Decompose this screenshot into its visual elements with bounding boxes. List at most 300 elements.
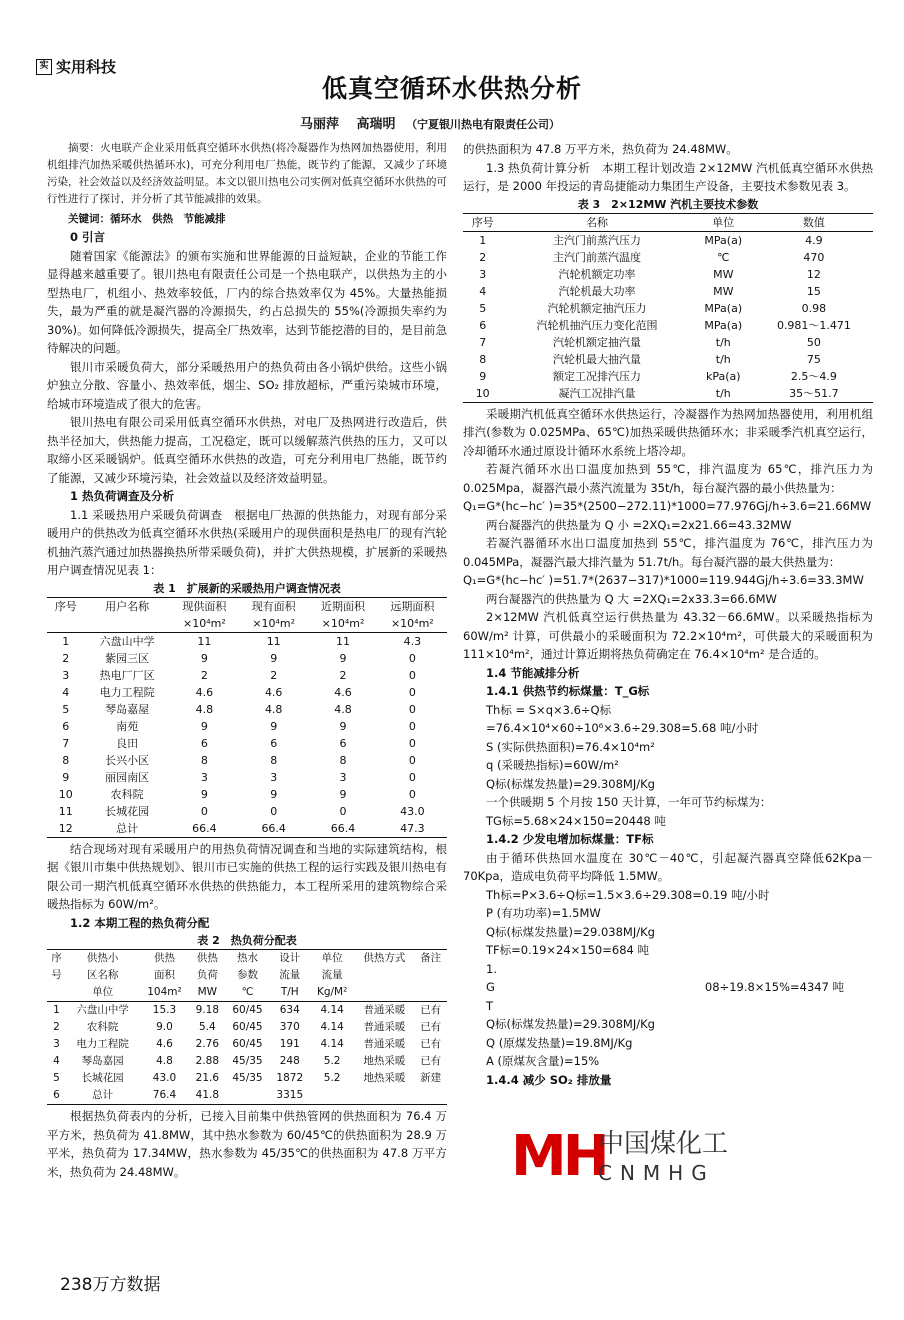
equation-4: 两台凝器汽的供热量为 Q 大 =2XQ₁=2x33.3=66.6MW bbox=[486, 591, 777, 606]
table2-header: 流量 bbox=[321, 969, 343, 981]
table3-cell: 6 bbox=[479, 318, 487, 332]
table1-cell: 8 bbox=[62, 753, 70, 767]
table2-header: 备注 bbox=[420, 952, 442, 964]
table1-header: 用户名称 bbox=[105, 599, 150, 613]
table2-cell: 已有 bbox=[420, 1038, 442, 1050]
table1-cell: 9 bbox=[200, 651, 208, 665]
table1-unit: ×10⁴m² bbox=[390, 616, 434, 630]
table1-row bbox=[47, 632, 447, 650]
table1-cell: 4.8 bbox=[264, 702, 283, 716]
formula-4: q (采暖热指标)=60W/m² bbox=[486, 758, 619, 772]
table1-cell: 2 bbox=[339, 668, 347, 682]
table1-cell: 热电厂厂区 bbox=[99, 668, 155, 682]
table2-cell: 15.3 bbox=[152, 1004, 177, 1016]
table1-cell: 4.3 bbox=[403, 634, 422, 648]
table1-cell: 0 bbox=[408, 651, 416, 665]
formula-12: TF标=0.19×24×150=684 吨 bbox=[486, 943, 649, 957]
sec13-paragraph: 1.3 热负荷计算分析 本期工程计划改造 2×12MW 汽机低真空循环水供热运行，是 2000 年投运的青岛捷能动力集团生产设备，主要技术参数见表 3。 bbox=[463, 160, 873, 193]
formula-6: 一个供暖期 5 个月按 150 天计算，一年可节约标煤为： bbox=[486, 795, 772, 809]
table1-cell: 0 bbox=[408, 719, 416, 733]
logo-cn: 中国煤化工 bbox=[598, 1129, 729, 1159]
table3-row bbox=[463, 266, 873, 283]
table2-header: MW bbox=[197, 986, 218, 998]
table3-cell: 5 bbox=[479, 301, 487, 315]
table1-cell: 9 bbox=[339, 651, 347, 665]
table1-cell: 3 bbox=[270, 770, 278, 784]
table3-cell: 15 bbox=[806, 284, 821, 298]
table2-cell: 普通采暖 bbox=[363, 1038, 406, 1050]
table1-cell: 9 bbox=[62, 770, 70, 784]
table1-cell: 良田 bbox=[116, 736, 139, 750]
table1-cell: 9 bbox=[270, 719, 278, 733]
table2-cell: 60/45 bbox=[232, 1038, 263, 1050]
table2-header: 区名称 bbox=[86, 969, 119, 981]
table2-header: 供热方式 bbox=[363, 952, 406, 964]
table1-row bbox=[47, 735, 447, 752]
table3-cell: 汽轮机额定抽汽量 bbox=[553, 335, 642, 349]
table2-cell: 634 bbox=[279, 1004, 300, 1016]
table2-cell: 4.14 bbox=[320, 1038, 344, 1050]
formula-14 bbox=[463, 978, 873, 997]
sec141-title: 1.4.1 供热节约标煤量：T_G标 bbox=[486, 684, 650, 698]
watermark-logo bbox=[503, 1125, 883, 1189]
table1-row bbox=[47, 769, 447, 786]
formula-7: TG标=5.68×24×150=20448 吨 bbox=[486, 813, 666, 828]
page-footer: 238万方数据 bbox=[60, 1275, 161, 1295]
table2-header: 热水 bbox=[236, 952, 258, 964]
table1-cell: 0 bbox=[408, 668, 416, 682]
table2-cell bbox=[355, 1087, 415, 1105]
table2-cell: 4.14 bbox=[320, 1004, 344, 1016]
table1-unit: ×10⁴m² bbox=[252, 616, 296, 630]
table1-cell: 12 bbox=[58, 821, 73, 835]
table3-cell: 凝汽工况排汽量 bbox=[558, 386, 636, 400]
table1-cell: 9 bbox=[270, 651, 278, 665]
table1-caption: 表 1 扩展新的采暖热用户调查情况表 bbox=[153, 581, 341, 595]
table2-header: 供热 bbox=[196, 952, 218, 964]
table3-header: 序号 bbox=[471, 215, 494, 229]
table2-row bbox=[47, 1036, 447, 1053]
table1-cell: 9 bbox=[200, 719, 208, 733]
table2-cell: 1872 bbox=[276, 1072, 304, 1084]
table3-header: 名称 bbox=[586, 215, 609, 229]
table1-unit: ×10⁴m² bbox=[183, 616, 226, 630]
table3-body bbox=[463, 231, 873, 402]
table1-header: 远期面积 bbox=[390, 599, 435, 613]
table1-cell: 六盘山中学 bbox=[99, 634, 155, 648]
table3-cell: 8 bbox=[479, 352, 487, 366]
table1-cell: 0 bbox=[270, 804, 278, 818]
table3-cell: t/h bbox=[715, 386, 731, 400]
table2-header: 流量 bbox=[279, 969, 301, 981]
table2-cell: 5.2 bbox=[323, 1072, 341, 1084]
table2-cell: 60/45 bbox=[232, 1004, 263, 1016]
table3-cell: MPa(a) bbox=[704, 318, 743, 332]
sec144-title: 1.4.4 减少 SO₂ 排放量 bbox=[486, 1072, 612, 1087]
table2-header: 单位 bbox=[321, 952, 343, 964]
table2-cell: 41.8 bbox=[195, 1089, 220, 1101]
table3-cell: 0.981～1.471 bbox=[776, 318, 851, 332]
table1-cell: 总计 bbox=[116, 821, 139, 835]
table3-row bbox=[463, 351, 873, 368]
table1-row bbox=[47, 820, 447, 838]
left-column bbox=[47, 140, 447, 1181]
table1-cell: 4.8 bbox=[195, 702, 214, 716]
table3-cell: 4.9 bbox=[805, 233, 823, 247]
equation-2: 两台凝器汽的供热量为 Q 小 =2XQ₁=2x21.66=43.32MW bbox=[486, 517, 792, 532]
sec0-paragraph-3: 银川热电有限公司采用低真空循环水供热，对电厂及热网进行改造后，供热半径加大，供热能力提高，工况稳定，既可以缓解蒸汽供热的压力，又可以取缔小区采暖锅炉。低真空循环水供热的改造，可充分利用电厂热能，既节约了能源，又减少环境污染，社会效益以及经济效益明显。 bbox=[47, 415, 447, 485]
table3-cell: 汽轮机额定功率 bbox=[558, 267, 636, 281]
table3-cell: 汽轮机额定抽汽压力 bbox=[547, 301, 647, 315]
table1-cell: 47.3 bbox=[400, 821, 425, 835]
table2-cell bbox=[225, 1087, 270, 1105]
table1-cell: 4 bbox=[62, 685, 70, 699]
table2-cell: 43.0 bbox=[152, 1072, 177, 1084]
table3-cell: 10 bbox=[475, 386, 490, 400]
formula-8: 由于循环供热回水温度在 30℃－40℃，引起凝汽器真空降低62Kpa－70Kpa，造成电负荷平均降低 1.5MW。 bbox=[463, 850, 873, 883]
table3-header: 数值 bbox=[802, 215, 825, 229]
table3-caption: 表 3 2×12MW 汽机主要技术参数 bbox=[577, 197, 759, 211]
table1-cell: 11 bbox=[197, 634, 212, 648]
table2-cell: 45/35 bbox=[232, 1072, 263, 1084]
table2-cell: 45/35 bbox=[232, 1055, 263, 1067]
table1-header: 现有面积 bbox=[251, 599, 296, 613]
table1-cell: 8 bbox=[200, 753, 208, 767]
table1-cell: 8 bbox=[339, 753, 347, 767]
table1-unit: ×10⁴m² bbox=[321, 616, 365, 630]
table2-cell: 3 bbox=[53, 1038, 60, 1050]
table3-row bbox=[463, 385, 873, 403]
table1-cell: 6 bbox=[62, 719, 70, 733]
table1-cell: 66.4 bbox=[330, 821, 356, 835]
table2-cell: 普通采暖 bbox=[363, 1021, 406, 1033]
sec12-title: 1.2 本期工程的热负荷分配 bbox=[70, 915, 210, 930]
table1-cell: 10 bbox=[58, 787, 73, 801]
right-paragraph-4: 2×12MW 汽机低真空运行供热量为 43.32－66.6MW。以采暖热指标为 60W/m² 计算，可供最小的采暖面积为 72.2×10⁴m²，可供最大的采暖面积为 111×10⁴m²，通过计算近期将热负荷确定在 76.4×10⁴m² 是合适的。 bbox=[463, 610, 873, 661]
section-label: 实用科技 bbox=[56, 58, 117, 76]
table2-header: 单位 bbox=[92, 986, 114, 998]
table1-cell: 3 bbox=[62, 668, 70, 682]
table2-cell bbox=[310, 1087, 355, 1105]
table3-cell: 7 bbox=[479, 335, 487, 349]
table1-row bbox=[47, 718, 447, 735]
table1-cell: 0 bbox=[200, 804, 208, 818]
table2-header: 号 bbox=[51, 969, 62, 981]
table2-row bbox=[47, 1053, 447, 1070]
table3-cell: 3 bbox=[479, 267, 487, 281]
table3-cell: 12 bbox=[806, 267, 821, 281]
table2-cell: 琴岛嘉园 bbox=[81, 1055, 124, 1067]
table1-cell: 0 bbox=[408, 702, 416, 716]
table1-unit bbox=[47, 615, 85, 633]
table1-cell: 电力工程院 bbox=[99, 685, 155, 699]
table2-cell: 农科院 bbox=[86, 1021, 119, 1033]
table3-row bbox=[463, 283, 873, 300]
keywords: 关键词：循环水 供热 节能减排 bbox=[68, 213, 226, 225]
equation-3: Q₁=G*(hc−hc′ )=51.7*(2637−317)*1000=119.944Gj/h÷3.6=33.3MW bbox=[463, 573, 864, 587]
table1-header: 序号 bbox=[54, 599, 77, 613]
logo-en: CNMHG bbox=[598, 1161, 715, 1185]
table2-cell: 6 bbox=[53, 1089, 60, 1101]
right-paragraph-3: 若凝汽器循环水出口温度加热到 55℃，排汽温度为 76℃，排汽压力为 0.045MPa，凝器汽最大排汽量为 51.7t/h。每台凝汽器的最大供热量为： bbox=[463, 536, 873, 569]
table3-row bbox=[463, 334, 873, 351]
table1-cell: 11 bbox=[336, 634, 350, 648]
author-names: 马丽萍 高瑞明 bbox=[300, 117, 396, 132]
table1-cell: 2 bbox=[270, 668, 278, 682]
table1-cell: 9 bbox=[339, 719, 347, 733]
table2-cell: 191 bbox=[279, 1038, 300, 1050]
table1-cell: 3 bbox=[339, 770, 347, 784]
table1-cell: 9 bbox=[339, 787, 347, 801]
table3-cell: 主汽门前蒸汽温度 bbox=[553, 250, 642, 264]
table3-cell: t/h bbox=[715, 335, 731, 349]
sec11-paragraph: 1.1 采暖热用户采暖负荷调查 根据电厂热源的供热能力，对现有部分采暖用户的供热改为低真空循环水供热(采暖用户的现供面积是热电厂的现有汽轮机抽汽蒸汽通过加热器换热所带采暖负荷)，并扩大供热规模，扩展新的采暖热用户调查情况见表 1： bbox=[47, 507, 447, 577]
table3-row bbox=[463, 300, 873, 317]
table3-cell: MPa(a) bbox=[704, 233, 743, 247]
table3-cell: 50 bbox=[806, 335, 821, 349]
table2-cell: 4.14 bbox=[320, 1021, 344, 1033]
table3-cell: 9 bbox=[479, 369, 487, 383]
table1-cell: 9 bbox=[270, 787, 278, 801]
formula-17: Q (原煤发热量)=19.8MJ/Kg bbox=[486, 1035, 633, 1050]
paper-title: 低真空循环水供热分析 bbox=[321, 74, 582, 103]
table1-row bbox=[47, 803, 447, 820]
table2-cell: 5.4 bbox=[198, 1021, 216, 1033]
table1-cell: 8 bbox=[270, 753, 278, 767]
table1-cell: 2 bbox=[62, 651, 70, 665]
table1-cell: 66.4 bbox=[261, 821, 286, 835]
table2-cell: 2.88 bbox=[195, 1055, 220, 1067]
table2-cell: 六盘山中学 bbox=[76, 1004, 129, 1016]
table1-cell: 0 bbox=[408, 770, 416, 784]
equation-1: Q₁=G*(hc−hc′ )=35*(2500−272.11)*1000=77.976Gj/h÷3.6=21.66MW bbox=[463, 499, 872, 513]
table1-cell: 11 bbox=[58, 804, 73, 818]
table2-row bbox=[47, 1019, 447, 1036]
sec142-title: 1.4.2 少发电增加标煤量：TF标 bbox=[486, 832, 654, 846]
table3-cell: 2 bbox=[479, 250, 487, 264]
formula-1: Th标 = S×q×3.6÷Q标 bbox=[486, 702, 612, 717]
table2-cell: 76.4 bbox=[152, 1089, 177, 1101]
table3-cell: MW bbox=[713, 284, 734, 298]
table1-cell: 43.0 bbox=[400, 804, 425, 818]
sec0-paragraph-1: 随着国家《能源法》的颁布实施和世界能源的日益短缺，企业的节能工作显得越来越重要了。银川热电有限责任公司是一个热电联产，以供热为主的小型热电厂，机组小、热效率较低，厂内的综合热效率仅为 45%。大量热能损失，最为严重的就是凝汽器的冷源损失，约占总损失的 55%(冷源损失率约为 30%)。如何降低冷源损失，提高全厂热效率，达到节能挖潜的目的，是目前急待解决的问题。 bbox=[47, 248, 447, 355]
section-header bbox=[36, 58, 116, 77]
table2-header: Kg/M² bbox=[316, 986, 348, 998]
table3-cell: 主汽门前蒸汽压力 bbox=[553, 233, 642, 247]
table3-cell: kPa(a) bbox=[705, 369, 741, 383]
table2-cell: 地热采暖 bbox=[363, 1072, 406, 1084]
table3 bbox=[463, 213, 873, 403]
table2-cell: 9.18 bbox=[195, 1004, 220, 1016]
table2-header: 面积 bbox=[153, 969, 175, 981]
formula-10: P (有功功率)=1.5MW bbox=[486, 906, 601, 920]
table1-cell: 紫园三区 bbox=[105, 651, 150, 665]
formula-18: A (原煤灰含量)=15% bbox=[486, 1054, 600, 1068]
table3-cell: 2.5～4.9 bbox=[790, 369, 837, 383]
sec12-paragraph-cont: 的供热面积为 47.8 万平方米，热负荷为 24.48MW。 bbox=[463, 142, 738, 156]
table2-cell: 5.2 bbox=[323, 1055, 341, 1067]
table2-body bbox=[47, 1002, 447, 1105]
table2-cell: 长城花园 bbox=[81, 1072, 124, 1084]
table2-cell bbox=[414, 1087, 447, 1105]
table1-cell: 6 bbox=[339, 736, 347, 750]
table1-cell: 1 bbox=[62, 634, 70, 648]
table1-cell: 0 bbox=[408, 787, 416, 801]
formula-3: S (实际供热面积)=76.4×10⁴m² bbox=[486, 739, 655, 754]
table2-row bbox=[47, 1002, 447, 1020]
table1-cell: 5 bbox=[62, 702, 70, 716]
table2-header: 104m² bbox=[147, 986, 182, 998]
table2-cell: 370 bbox=[279, 1021, 300, 1033]
table2-cell: 新建 bbox=[420, 1072, 442, 1084]
table2-header: 负荷 bbox=[196, 969, 218, 981]
table2-cell: 1 bbox=[53, 1004, 60, 1016]
table2-cell: 总计 bbox=[92, 1089, 114, 1101]
sec1-title: 1 热负荷调查及分析 bbox=[70, 489, 175, 503]
table2-cell: 2 bbox=[53, 1021, 60, 1033]
table1 bbox=[47, 597, 447, 838]
sec14-title: 1.4 节能减排分析 bbox=[486, 665, 580, 680]
table2-header: T/H bbox=[280, 986, 299, 998]
table2-cell: 已有 bbox=[420, 1055, 442, 1067]
table2-cell: 普通采暖 bbox=[363, 1004, 406, 1016]
table2-cell: 4.8 bbox=[156, 1055, 173, 1067]
logo-mark: MH bbox=[511, 1124, 606, 1189]
table1-cell: 0 bbox=[408, 753, 416, 767]
table3-cell: 汽轮机最大功率 bbox=[558, 284, 636, 298]
table3-cell: MW bbox=[713, 267, 734, 281]
table1-cell: 2 bbox=[200, 668, 208, 682]
formula-15: T bbox=[486, 998, 494, 1013]
table2-header: 供热 bbox=[153, 952, 175, 964]
table1-body bbox=[47, 632, 447, 837]
table1-unit bbox=[85, 615, 170, 633]
table3-cell: 4 bbox=[479, 284, 487, 298]
table1-cell: 南苑 bbox=[116, 719, 139, 733]
formula-5: Q标(标煤发热量)=29.308MJ/Kg bbox=[486, 776, 655, 791]
table1-cell: 66.4 bbox=[192, 821, 217, 835]
table3-row bbox=[463, 368, 873, 385]
table2-header: 供热小 bbox=[86, 952, 119, 964]
table1-cell: 0 bbox=[408, 736, 416, 750]
table2-cell: 5 bbox=[53, 1072, 60, 1084]
table3-cell: t/h bbox=[715, 352, 731, 366]
table2-cell: 21.6 bbox=[195, 1072, 220, 1084]
right-paragraph-2: 若凝汽循环水出口温度加热到 55℃，排汽温度为 65℃，排汽压力为 0.025Mpa，凝器汽最小蒸汽流量为 35t/h，每台凝汽器的最小供热量为： bbox=[463, 462, 873, 495]
table1-cell: 丽园南区 bbox=[105, 770, 150, 784]
table2-cell: 248 bbox=[279, 1055, 300, 1067]
table2 bbox=[47, 949, 447, 1105]
table1-row bbox=[47, 752, 447, 769]
table1-row bbox=[47, 667, 447, 684]
table3-cell: 75 bbox=[806, 352, 821, 366]
table3-cell: 470 bbox=[803, 250, 825, 264]
table1-row bbox=[47, 701, 447, 718]
table3-cell: 额定工况排汽压力 bbox=[553, 369, 642, 383]
authors bbox=[300, 116, 560, 135]
table3-row bbox=[463, 249, 873, 266]
sec11-paragraph-2: 结合现场对现有采暖用户的用热负荷情况调查和当地的实际建筑结构，根据《银川市集中供热规划》、银川市已实施的供热工程的运行实践及银川热电有限公司一期汽机低真空循环水供热的供热能力，本工程所采用的建筑物综合采暖热指标为 60W/m²。 bbox=[47, 841, 447, 911]
table2-cell: 4 bbox=[53, 1055, 60, 1067]
table2-cell: 3315 bbox=[276, 1089, 304, 1101]
table2-cell: 已有 bbox=[420, 1021, 442, 1033]
formula-2: =76.4×10⁴×60÷10⁶×3.6÷29.308=5.68 吨/小时 bbox=[486, 721, 759, 735]
table1-cell: 琴岛嘉屋 bbox=[105, 702, 150, 716]
table2-header: ℃ bbox=[241, 986, 254, 998]
section-icon: 实 bbox=[36, 59, 52, 75]
table3-cell: ℃ bbox=[717, 250, 730, 264]
table1-cell: 6 bbox=[200, 736, 208, 750]
table1-cell: 4.6 bbox=[334, 685, 352, 699]
table3-cell: 汽轮机最大抽汽量 bbox=[553, 352, 642, 366]
sec12-paragraph: 根据热负荷表内的分析，已接入目前集中供热管网的供热面积为 76.4 万平方米，热负荷为 41.8MW，其中热水参数为 60/45℃的供热面积为 28.9 万平米，热负荷为 17.34MW，热水参数为 45/35℃的供热面积为 47.8 万平方米，热负荷为 24.48MW。 bbox=[47, 1109, 447, 1179]
table2-cell: 已有 bbox=[420, 1004, 442, 1016]
table2-cell: 电力工程院 bbox=[76, 1038, 129, 1050]
table1-cell: 7 bbox=[62, 736, 70, 750]
table1-header: 近期面积 bbox=[321, 599, 365, 613]
formula-14a: G bbox=[486, 980, 495, 994]
formula-9: Th标=P×3.6÷Q标=1.5×3.6÷29.308=0.19 吨/小时 bbox=[486, 887, 770, 902]
right-column bbox=[463, 140, 873, 1089]
table1-cell: 9 bbox=[200, 787, 208, 801]
table2-cell: 2.76 bbox=[195, 1038, 220, 1050]
table1-cell: 6 bbox=[270, 736, 278, 750]
table3-cell: MPa(a) bbox=[704, 301, 743, 315]
table3-cell: 0.98 bbox=[801, 301, 827, 315]
table2-row bbox=[47, 1070, 447, 1087]
table2-cell: 4.6 bbox=[156, 1038, 173, 1050]
table3-row bbox=[463, 231, 873, 249]
affiliation: （宁夏银川热电有限责任公司） bbox=[406, 118, 561, 131]
table3-cell: 35～51.7 bbox=[789, 386, 839, 400]
table3-row bbox=[463, 317, 873, 334]
table2-cell: 地热采暖 bbox=[363, 1055, 406, 1067]
table3-cell: 1 bbox=[479, 233, 487, 247]
sec0-paragraph-2: 银川市采暖负荷大，部分采暖热用户的热负荷由各小锅炉供给。这些小锅炉独立分散、容量小、热效率低，烟尘、SO₂ 排放超标，严重污染城市环境，给城市环境造成了很大的危害。 bbox=[47, 359, 447, 411]
table1-cell: 长城花园 bbox=[105, 804, 150, 818]
right-paragraph-1: 采暖期汽机低真空循环水供热运行，冷凝器作为热网加热器使用，利用机组排汽(参数为 0.025MPa、65℃)加热采暖供热循环水；非采暖季汽机真空运行，冷却循环水通过原设计循环水系统上塔冷却。 bbox=[463, 406, 873, 458]
table2-cell: 9.0 bbox=[156, 1021, 173, 1033]
table2-header: 参数 bbox=[236, 969, 258, 981]
formula-11: Q标(标煤发热量)=29.038MJ/Kg bbox=[486, 924, 655, 939]
table1-cell: 0 bbox=[408, 685, 416, 699]
table2-caption: 表 2 热负荷分配表 bbox=[197, 934, 297, 947]
table1-row bbox=[47, 684, 447, 701]
table1-cell: 11 bbox=[266, 634, 281, 648]
formula-16: Q标(标煤发热量)=29.308MJ/Kg bbox=[486, 1017, 655, 1031]
table2-cell: 60/45 bbox=[232, 1021, 263, 1033]
table1-cell: 农科院 bbox=[110, 787, 144, 801]
abstract: 摘要：火电联产企业采用低真空循环水供热(将冷凝器作为热网加热器使用，利用机组排汽加热采暖供热循环水)，可充分利用电厂热能，既节约了能源，又减少了环境污染，社会效益以及经济效益明显。本文以银川热电公司实例对低真空循环水供热的可行性进行了探讨，并分析了其节能减排的效果。 bbox=[47, 142, 447, 205]
table2-row bbox=[47, 1087, 447, 1105]
table3-header: 单位 bbox=[712, 215, 735, 229]
table2-header: 序 bbox=[51, 952, 62, 964]
table1-cell: 4.6 bbox=[195, 685, 214, 699]
table1-cell: 0 bbox=[339, 804, 347, 818]
table1-cell: 4.8 bbox=[334, 702, 352, 716]
formula-13: 1. bbox=[486, 961, 497, 976]
table1-header: 现供面积 bbox=[182, 599, 227, 613]
table2-header: 设计 bbox=[279, 952, 301, 964]
sec0-title: 0 引言 bbox=[70, 230, 106, 244]
formula-14b: 08÷19.8×15%=4347 吨 bbox=[704, 980, 845, 994]
table1-row bbox=[47, 786, 447, 803]
table3-cell: 汽轮机抽汽压力变化范围 bbox=[536, 318, 658, 332]
table1-cell: 4.6 bbox=[264, 685, 283, 699]
table1-cell: 3 bbox=[200, 770, 208, 784]
table1-cell: 长兴小区 bbox=[105, 753, 150, 767]
table1-row bbox=[47, 650, 447, 667]
